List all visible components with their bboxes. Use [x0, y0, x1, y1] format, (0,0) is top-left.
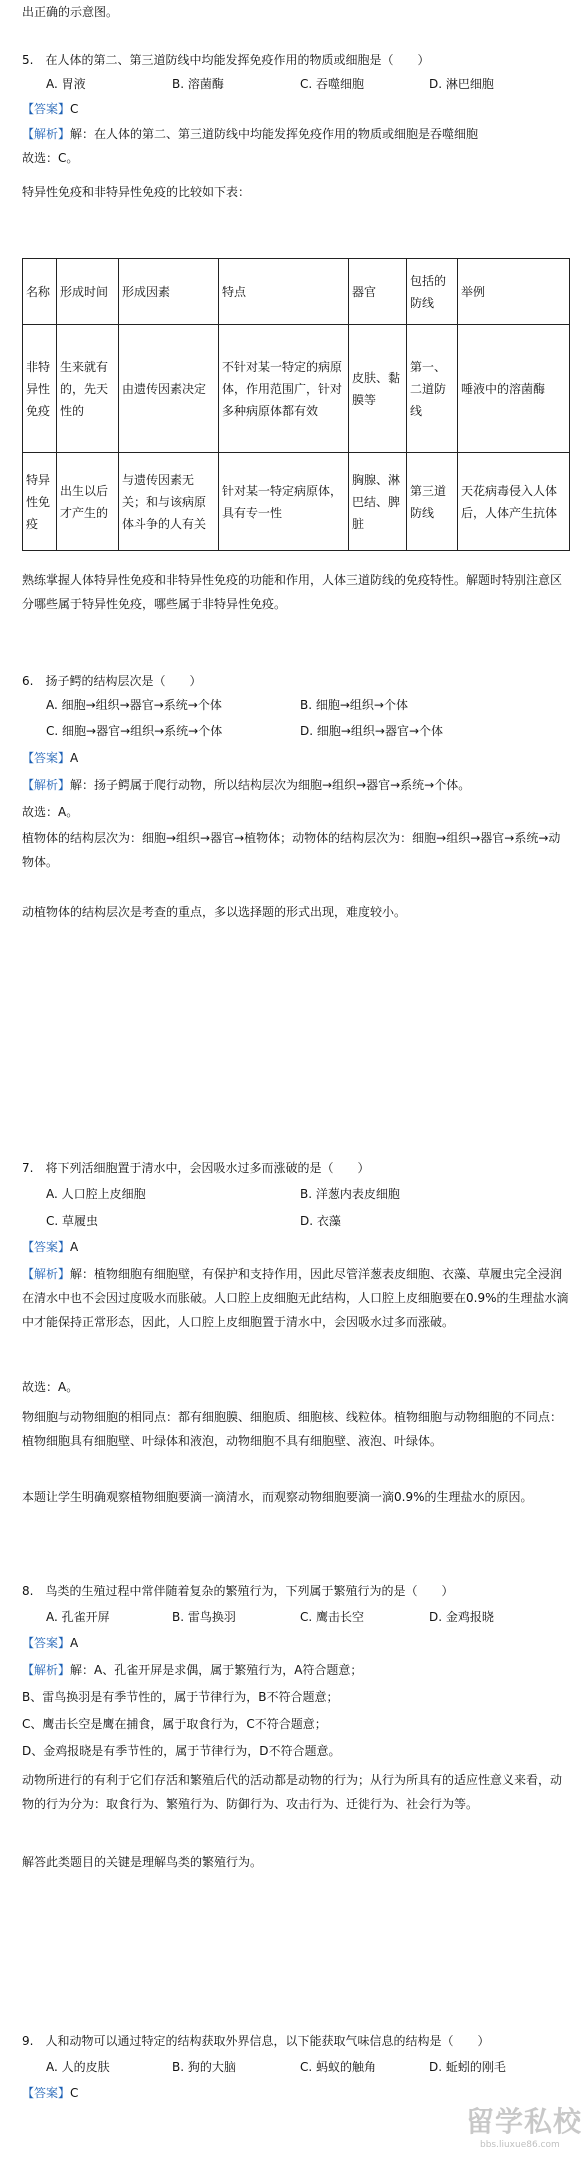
table-cell: 皮肤、黏膜等 [349, 325, 407, 453]
q9-answer [22, 2082, 78, 2104]
answer-tag: 【答案】 [22, 102, 71, 116]
header-cell: 举例 [458, 259, 570, 325]
q8-line-c: C、鹰击长空是鹰在捕食，属于取食行为，C不符合题意； [22, 1717, 327, 1731]
q5-option-b: B. 溶菌酶 [172, 77, 224, 91]
q6-option-b: B. 细胞→组织→个体 [300, 698, 408, 712]
table-cell: 不针对某一特定的病原体，作用范围广，针对多种病原体都有效 [219, 325, 349, 453]
answer-value: A [70, 1636, 79, 1650]
q6-option-d: D. 细胞→组织→器官→个体 [300, 724, 444, 738]
header-cell: 形成时间 [57, 259, 119, 325]
q6-extra-1: 植物体的结构层次为：细胞→组织→器官→植物体；动物体的结构层次为：细胞→组织→器官→系统→动物体。 [22, 831, 561, 869]
analysis-text: 解：A、孔雀开屏是求偶，属于繁殖行为，A符合题意； [70, 1663, 363, 1677]
q7-option-a: A. 人口腔上皮细胞 [46, 1187, 146, 1201]
q9-option-b: B. 狗的大脑 [172, 2060, 236, 2074]
analysis-text: 解：植物细胞有细胞壁，有保护和支持作用，因此尽管洋葱表皮细胞、衣藻、草履虫完全浸润在清水中也不会因过度吸水而胀破。人口腔上皮细胞无此结构，人口腔上皮细胞要在0.9%的生理盐水滴中才能保持正常形态，因此，人口腔上皮细胞置于清水中，会因吸水过多而涨破。 [22, 1267, 569, 1329]
q8-analysis [22, 1658, 570, 1682]
q7-option-b: B. 洋葱内表皮细胞 [300, 1187, 400, 1201]
table-cell: 由遗传因素决定 [119, 325, 219, 453]
table-cell: 非特异性免疫 [23, 325, 57, 453]
answer-tag: 【答案】 [22, 751, 71, 765]
q8-answer [22, 1632, 78, 1654]
table-cell: 与遗传因素无关；和与该病原体斗争的人有关 [119, 453, 219, 551]
q9-stem: 9. 人和动物可以通过特定的结构获取外界信息，以下能获取气味信息的结构是（ ） [22, 2034, 490, 2048]
q5-choose: 故选：C。 [22, 151, 79, 165]
header-cell: 特点 [219, 259, 349, 325]
analysis-tag: 【解析】 [22, 127, 71, 141]
site-watermark [466, 2100, 584, 2160]
table-cell: 第一、二道防线 [407, 325, 458, 453]
q5-option-c: C. 吞噬细胞 [300, 77, 365, 91]
table-row [23, 325, 570, 453]
q5-answer [22, 98, 78, 120]
answer-value: A [70, 1240, 79, 1254]
table-cell: 天花病毒侵入人体后，人体产生抗体 [458, 453, 570, 551]
q8-option-b: B. 雷鸟换羽 [172, 1610, 236, 1624]
header-cell: 器官 [349, 259, 407, 325]
header-cell: 包括的防线 [407, 259, 458, 325]
table-cell: 生来就有的，先天性的 [57, 325, 119, 453]
header-cell: 形成因素 [119, 259, 219, 325]
watermark-brand: 留学私校 [466, 2105, 583, 2138]
q7-stem: 7. 将下列活细胞置于清水中，会因吸水过多而涨破的是（ ） [22, 1161, 370, 1175]
q9-option-c: C. 蚂蚁的触角 [300, 2060, 377, 2074]
answer-value: C [70, 102, 79, 116]
q5-option-d: D. 淋巴细胞 [429, 77, 494, 91]
analysis-tag: 【解析】 [22, 778, 71, 792]
q5-table-intro: 特异性免疫和非特异性免疫的比较如下表： [22, 185, 251, 199]
analysis-tag: 【解析】 [22, 1663, 71, 1677]
analysis-tag: 【解析】 [22, 1267, 71, 1281]
q7-choose: 故选：A。 [22, 1380, 79, 1394]
q7-extra-2: 本题让学生明确观察植物细胞要滴一滴清水，而观察动物细胞要滴一滴0.9%的生理盐水的原因。 [22, 1490, 533, 1504]
q7-option-d: D. 衣藻 [300, 1214, 341, 1228]
q8-line-b: B、雷鸟换羽是有季节性的，属于节律行为，B不符合题意； [22, 1690, 339, 1704]
answer-tag: 【答案】 [22, 1240, 71, 1254]
watermark-url: bbs.liuxue86.com [480, 2140, 560, 2150]
q6-analysis [22, 773, 570, 797]
q6-choose: 故选：A。 [22, 805, 79, 819]
q9-option-a: A. 人的皮肤 [46, 2060, 110, 2074]
table-cell: 胸腺、淋巴结、脾脏 [349, 453, 407, 551]
q5-analysis [22, 122, 570, 146]
q7-option-c: C. 草履虫 [46, 1214, 99, 1228]
q8-option-d: D. 金鸡报晓 [429, 1610, 494, 1624]
prev-question-tail: 出正确的示意图。 [22, 5, 119, 19]
table-cell: 出生以后才产生的 [57, 453, 119, 551]
q7-extra-1: 物细胞与动物细胞的相同点：都有细胞膜、细胞质、细胞核、线粒体。植物细胞与动物细胞的不同点：植物细胞具有细胞壁、叶绿体和液泡，动物细胞不具有细胞壁、液泡、叶绿体。 [22, 1410, 563, 1448]
immunity-comparison-table [22, 258, 570, 551]
q6-stem: 6. 扬子鳄的结构层次是（ ） [22, 674, 202, 688]
analysis-text: 解：扬子鳄属于爬行动物，所以结构层次为细胞→组织→器官→系统→个体。 [70, 778, 471, 792]
q9-option-d: D. 蚯蚓的刚毛 [429, 2060, 506, 2074]
q5-option-a: A. 胃液 [46, 77, 86, 91]
q6-option-c: C. 细胞→器官→组织→系统→个体 [46, 724, 223, 738]
q8-line-d: D、金鸡报晓是有季节性的，属于节律行为，D不符合题意。 [22, 1744, 341, 1758]
q7-analysis [22, 1262, 570, 1334]
analysis-text: 解：在人体的第二、第三道防线中均能发挥免疫作用的物质或细胞是吞噬细胞 [70, 127, 479, 141]
q5-stem: 5. 在人体的第二、第三道防线中均能发挥免疫作用的物质或细胞是（ ） [22, 53, 430, 67]
table-row [23, 453, 570, 551]
q6-answer [22, 747, 78, 769]
q8-stem: 8. 鸟类的生殖过程中常伴随着复杂的繁殖行为，下列属于繁殖行为的是（ ） [22, 1584, 454, 1598]
answer-value: C [70, 2086, 79, 2100]
header-cell: 名称 [23, 259, 57, 325]
q5-summary: 熟练掌握人体特异性免疫和非特异性免疫的功能和作用，人体三道防线的免疫特性。解题时特别注意区分哪些属于特异性免疫，哪些属于非特异性免疫。 [22, 573, 563, 611]
answer-tag: 【答案】 [22, 2086, 71, 2100]
q8-extra-2: 解答此类题目的关键是理解鸟类的繁殖行为。 [22, 1855, 263, 1869]
table-cell: 特异性免疫 [23, 453, 57, 551]
table-cell: 第三道防线 [407, 453, 458, 551]
q8-option-c: C. 鹰击长空 [300, 1610, 365, 1624]
table-cell: 唾液中的溶菌酶 [458, 325, 570, 453]
q8-extra-1: 动物所进行的有利于它们存活和繁殖后代的活动都是动物的行为；从行为所具有的适应性意义来看，动物的行为分为：取食行为、繁殖行为、防御行为、攻击行为、迁徙行为、社会行为等。 [22, 1773, 563, 1811]
answer-value: A [70, 751, 79, 765]
table-header-row [23, 259, 570, 325]
answer-tag: 【答案】 [22, 1636, 71, 1650]
q8-option-a: A. 孔雀开屏 [46, 1610, 110, 1624]
table-cell: 针对某一特定病原体，具有专一性 [219, 453, 349, 551]
q6-option-a: A. 细胞→组织→器官→系统→个体 [46, 698, 222, 712]
q7-answer [22, 1236, 78, 1258]
q6-extra-2: 动植物体的结构层次是考查的重点，多以选择题的形式出现，难度较小。 [22, 905, 407, 919]
